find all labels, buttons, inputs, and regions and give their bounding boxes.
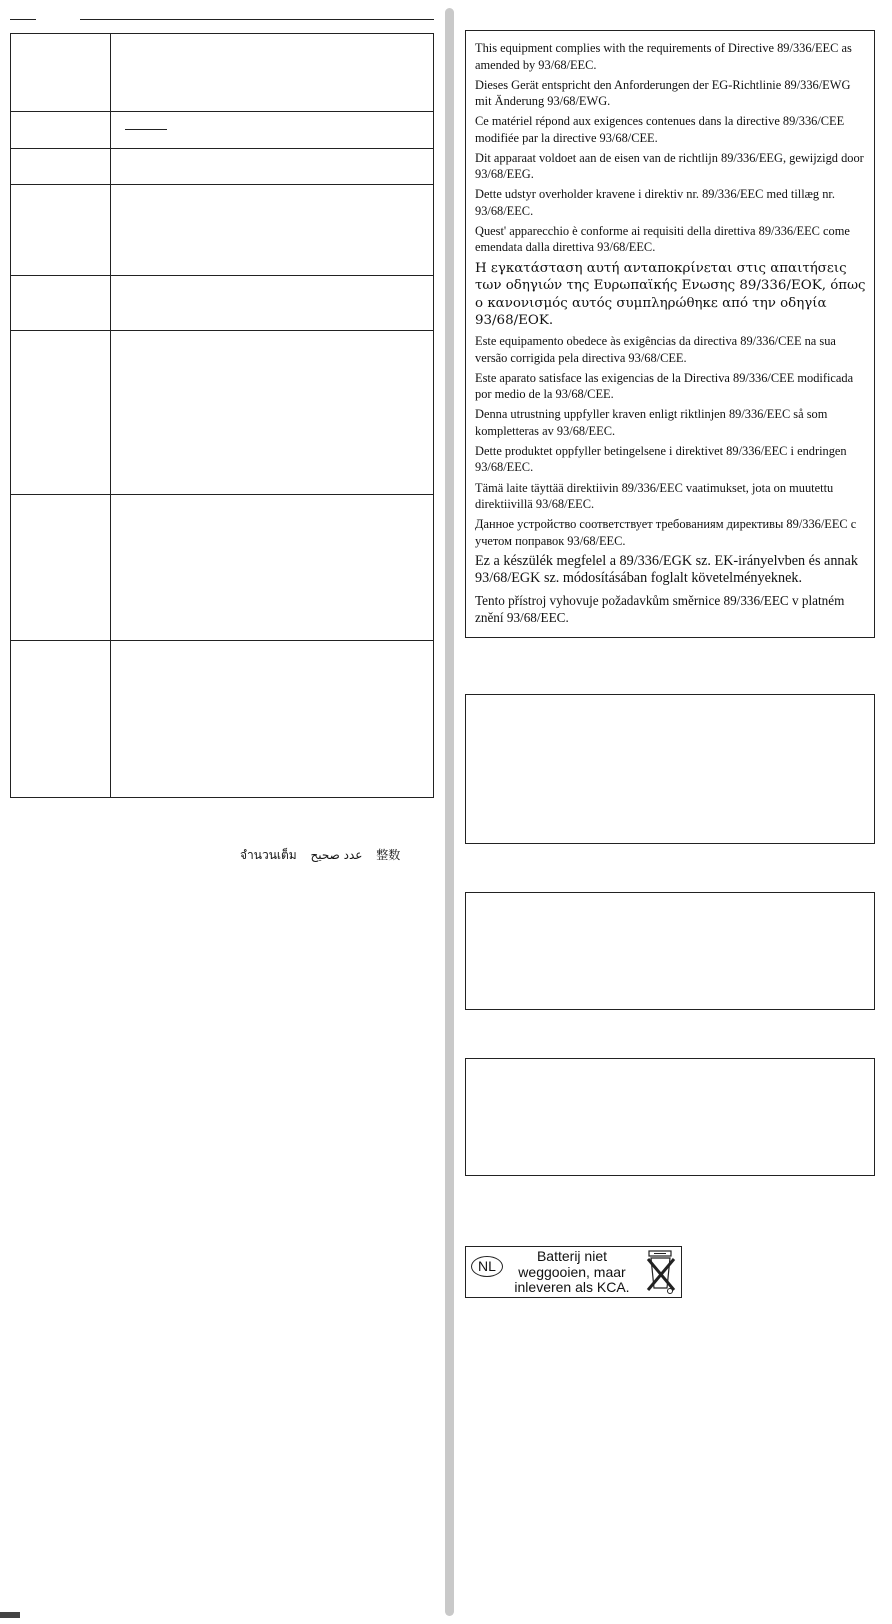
country-badge: NL <box>471 1256 503 1277</box>
compliance-cs: Tento přístroj vyhovuje požadavkům směrnice 89/336/EEC v platném znění 93/68/EEC. <box>475 592 845 625</box>
compliance-fr: Ce matériel répond aux exigences contenues dans la directive 89/336/CEE modifiée par la directive 93/68/CEE. <box>475 114 845 145</box>
compliance-no: Dette produktet oppfyller betingelsene i direktivet 89/336/EEC i endringen 93/68/EEC. <box>475 443 847 475</box>
empty-box <box>465 1058 875 1176</box>
battery-disposal-label <box>465 1246 682 1298</box>
integer-term-arabic: عدد صحيح <box>310 848 363 862</box>
underline-mark <box>125 129 167 130</box>
header-rule-long <box>80 19 434 20</box>
compliance-el: Η εγκατάσταση αυτή ανταποκρίνεται στις απαιτήσεις των οδηγιών της Ευρωπαϊκής Ενωσης 89/336/ΕΟΚ, όπως ο κανονισμός αυτός συμπληρώθηκε από την οδηγία 93/68/ΕΟΚ. <box>475 260 866 329</box>
compliance-de: Dieses Gerät entspricht den Anforderungen der EG-Richtlinie 89/336/EWG mit Änderung 93/68/EWG. <box>475 77 851 109</box>
compliance-box <box>465 30 875 638</box>
battery-label-line: Batterij niet <box>536 1248 608 1264</box>
table-row-divider <box>11 275 433 276</box>
compliance-sv: Denna utrustning uppfyller kraven enligt riktlinjen 89/336/EEC så som kompletteras av 93/68/EEC. <box>475 407 828 438</box>
compliance-it: Quest' apparecchio è conforme ai requisiti della direttiva 89/336/EEC come emendata dalla direttiva 93/68/EEC. <box>475 223 850 255</box>
empty-box <box>465 694 875 844</box>
crossed-bin-icon <box>646 1250 678 1295</box>
integer-term-chinese: 整数 <box>376 848 401 862</box>
table-row-divider <box>11 184 433 185</box>
table-row-divider <box>11 111 433 112</box>
compliance-ru: Данное устройство соответствует требованиям директивы 89/336/EEC с учетом поправок 93/68/EEC. <box>475 517 857 548</box>
compliance-da: Dette udstyr overholder kravene i direktiv nr. 89/336/EEC med tillæg nr. 93/68/EEC. <box>475 187 835 218</box>
compliance-es: Este aparato satisface las exigencias de la Directiva 89/336/CEE modificada por medio de la 93/68/CEE. <box>475 370 854 402</box>
battery-label-text <box>504 1249 640 1296</box>
compliance-en: This equipment complies with the requirements of Directive 89/336/EEC as amended by 93/68/EEC. <box>475 41 852 72</box>
table-row-divider <box>11 148 433 149</box>
header-rule-short <box>10 19 36 20</box>
integer-term-thai: จำนวนเต็ม <box>240 848 297 862</box>
compliance-hu: Ez a készülék megfelel a 89/336/EGK sz. EK-irányelvben és annak 93/68/EGK sz. módosításában foglalt követelményeknek. <box>475 552 858 587</box>
column-divider <box>445 8 454 1616</box>
table-row-divider <box>11 330 433 331</box>
corner-mark <box>0 1612 20 1618</box>
battery-label-line: inleveren als KCA. <box>514 1279 630 1295</box>
table-row-divider <box>11 640 433 641</box>
integer-terms <box>240 846 410 865</box>
battery-label-line: weggooien, maar <box>518 1263 626 1280</box>
compliance-fi: Tämä laite täyttää direktiivin 89/336/EEC vaatimukset, jota on muutettu direktiivillä 93/68/EEC. <box>475 480 834 512</box>
compliance-pt: Este equipamento obedece às exigências da directiva 89/336/CEE na sua versão corrigida pela directiva 93/68/CEE. <box>475 334 836 365</box>
blank-table <box>10 33 434 798</box>
empty-box <box>465 892 875 1010</box>
compliance-nl: Dit apparaat voldoet aan de eisen van de richtlijn 89/336/EEG, gewijzigd door 93/68/EEG. <box>475 150 864 182</box>
table-row-divider <box>11 494 433 495</box>
